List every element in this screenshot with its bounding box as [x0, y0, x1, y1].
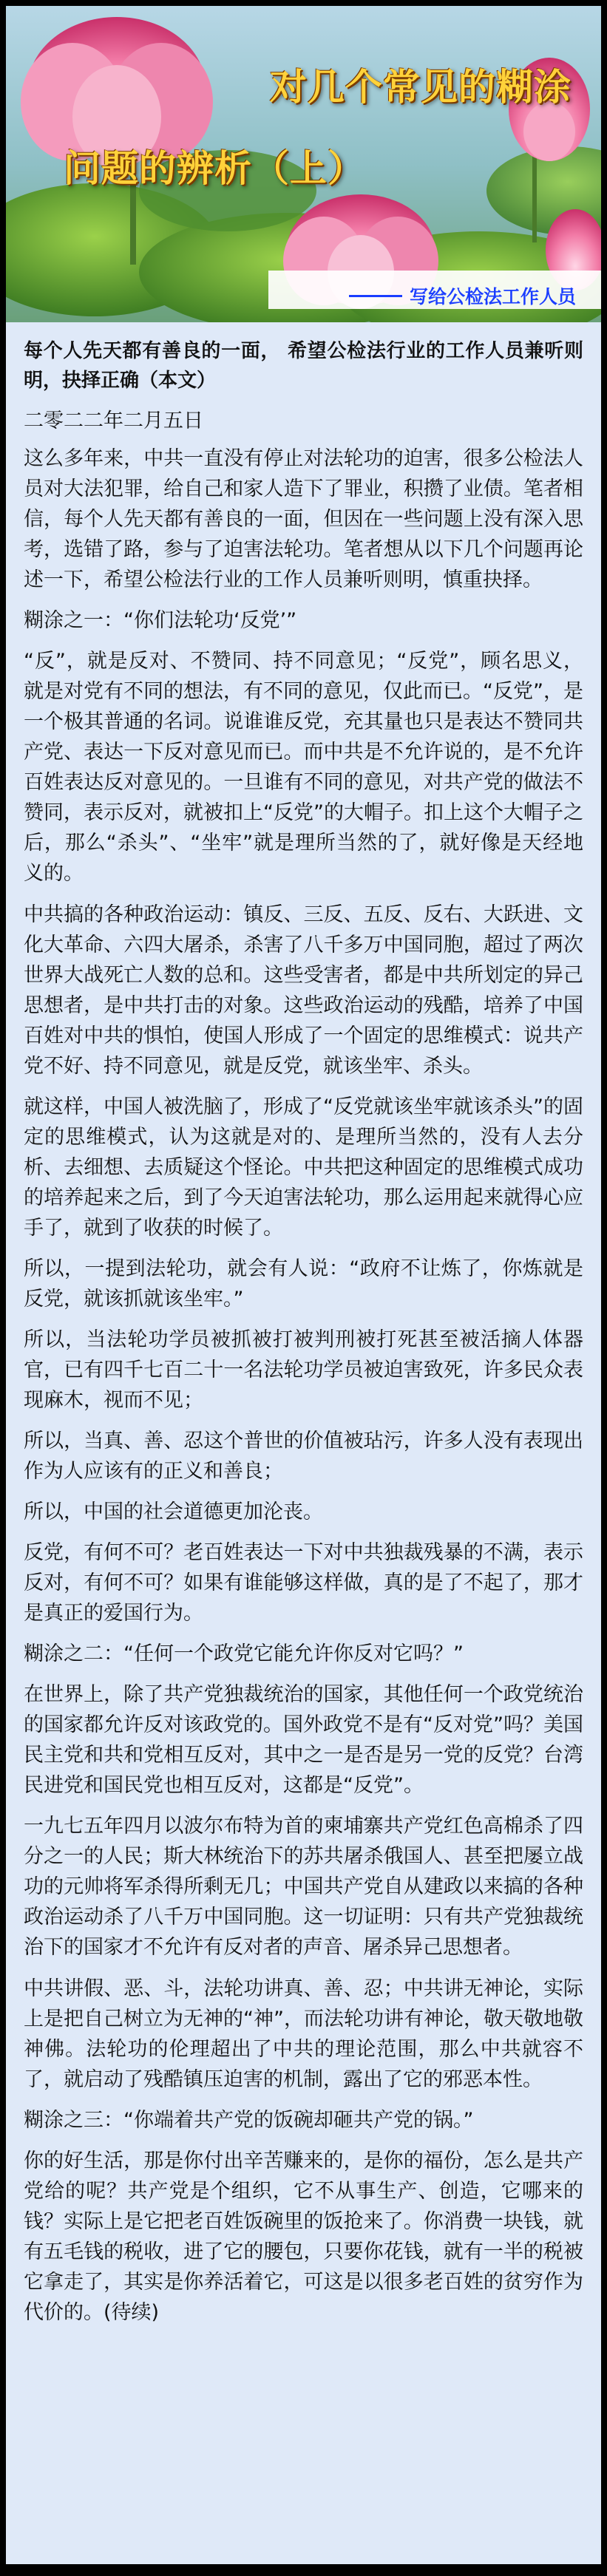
article-date: 二零二二年二月五日	[24, 409, 203, 433]
paragraph: 在世界上，除了共产党独裁统治的国家，其他任何一个政党统治的国家都允许反对该政党的。国外政党不是有“反对党”吗？美国民主党和共和党相互反对，其中之一是否是另一党的反党？台湾民进党和国民党也相互反对，这都是“反党”。	[24, 1683, 583, 1798]
paragraph: 所以，当法轮功学员被抓被打被判刑被打死甚至被活摘人体器官，已有四千七百二十一名法轮功学员被迫害致死，许多民众表现麻木，视而不见；	[24, 1328, 583, 1412]
paragraph: 这么多年来，中共一直没有停止对法轮功的迫害，很多公检法人员对大法犯罪，给自己和家人造下了罪业，积攒了业债。笔者相信，每个人先天都有善良的一面，但因在一些问题上没有深入思考，选错了路，参与了迫害法轮功。笔者想从以下几个问题再论述一下，希望公检法行业的工作人员兼听则明，慎重抉择。	[24, 447, 583, 592]
banner-title-line-1: 对几个常见的糊涂	[270, 66, 572, 109]
paragraph: 你的好生活，那是你付出辛苦赚来的，是你的福份，怎么是共产党给的呢？共产党是个组织，它不从事生产、创造，它哪来的钱？实际上是它把老百姓饭碗里的饭抢来了。你消费一块钱，就有五毛钱的税收，进了它的腰包，只要你花钱，就有一半的税被它拿走了，其实是你养活着它，可这是以很多老百姓的贫穷作为代价的。(待续)	[24, 2149, 583, 2324]
section-heading: 糊涂之一：“你们法轮功‘反党’”	[24, 609, 297, 633]
paragraph: “反”，就是反对、不赞同、持不同意见；“反党”，顾名思义，就是对党有不同的想法，有不同的意见，仅此而已。“反党”，是一个极其普通的名词。说谁谁反党，充其量也只是表达不赞同共产党、表达一下反对意见而已。而中共是不允许说的，是不允许百姓表达反对意见的。一旦谁有不同的意见，对共产党的做法不赞同，表示反对，就被扣上“反党”的大帽子。扣上这个大帽子之后，那么“杀头”、“坐牢”就是理所当然的了，就好像是天经地义的。	[24, 650, 583, 886]
paragraph: 反党，有何不可？老百姓表达一下对中共独裁残暴的不满，表示反对，有何不可？如果有谁能够这样做，真的是了不起了，那才是真正的爱国行为。	[24, 1541, 583, 1625]
subtitle-text: 写给公检法工作人员	[409, 286, 576, 307]
banner-subtitle	[349, 282, 576, 309]
banner-title-line-2: 问题的辨析（上）	[64, 147, 365, 190]
paragraph: 所以，一提到法轮功，就会有人说：“政府不让炼了，你炼就是反党，就该抓就该坐牢。”	[24, 1257, 583, 1311]
section-heading: 糊涂之三：“你端着共产党的饭碗却砸共产党的锅。”	[24, 2108, 474, 2132]
article-lead: 每个人先天都有善良的一面， 希望公检法行业的工作人员兼听则明，抉择正确（本文）	[24, 340, 583, 392]
paragraph: 中共搞的各种政治运动：镇反、三反、五反、反右、大跃进、文化大革命、六四大屠杀，杀害了八千多万中国同胞，超过了两次世界大战死亡人数的总和。这些受害者，都是中共所划定的异己思想者，是中共打击的对象。这些政治运动的残酷，培养了中国百姓对中共的惧怕，使国人形成了一个固定的思维模式：说共产党不好、持不同意见，就是反党，就该坐牢、杀头。	[24, 903, 583, 1078]
header-banner	[6, 6, 601, 322]
page	[6, 6, 601, 2564]
paragraph: 中共讲假、恶、斗，法轮功讲真、善、忍；中共讲无神论，实际上是把自己树立为无神的“神”，而法轮功讲有神论，敬天敬地敬神佛。法轮功的伦理超出了中共的理论范围，那么中共就容不了，就启动了残酷镇压迫害的机制，露出了它的邪恶本性。	[24, 1977, 583, 2091]
subtitle-dash	[349, 295, 402, 297]
paragraph: 所以，当真、善、忍这个普世的价值被玷污，许多人没有表现出作为人应该有的正义和善良；	[24, 1430, 583, 1484]
paragraph: 一九七五年四月以波尔布特为首的柬埔寨共产党红色高棉杀了四分之一的人民；斯大林统治下的苏共屠杀俄国人、甚至把屡立战功的元帅将军杀得所剩无几；中国共产党自从建政以来搞的各种政治运动杀了八千万中国同胞。这一切证明：只有共产党独裁统治下的国家才不允许有反对者的声音、屠杀异己思想者。	[24, 1815, 583, 1960]
paragraph: 就这样，中国人被洗脑了，形成了“反党就该坐牢就该杀头”的固定的思维模式，认为这就是对的、是理所当然的，没有人去分析、去细想、去质疑这个怪论。中共把这种固定的思维模式成功的培养起来之后，到了今天迫害法轮功，那么运用起来就得心应手了，就到了收获的时候了。	[24, 1095, 583, 1240]
paragraph: 所以，中国的社会道德更加沦丧。	[24, 1501, 323, 1524]
section-heading: 糊涂之二：“任何一个政党它能允许你反对它吗？”	[24, 1642, 464, 1666]
article-body	[6, 322, 601, 2328]
